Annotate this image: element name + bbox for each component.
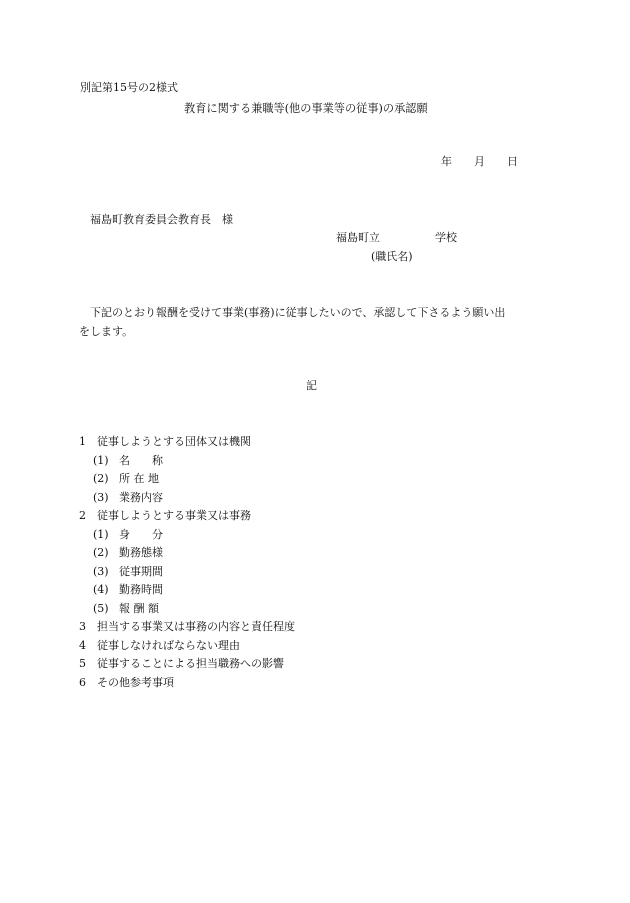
- form-number: 別記第15号の2様式: [80, 81, 178, 94]
- item-number: 6: [79, 676, 86, 689]
- item-text: 従事することによる担当職務への影響: [97, 657, 284, 670]
- sub-item-number: (1): [93, 528, 109, 541]
- position-name-label: (職氏名): [371, 250, 413, 263]
- sub-item-text: 所 在 地: [119, 472, 159, 485]
- sub-item-text: 報 酬 額: [119, 602, 159, 615]
- addressee: 福島町教育委員会教育長 様: [90, 213, 233, 226]
- item-number: 3: [79, 620, 86, 633]
- sub-item: [93, 566, 163, 577]
- sub-item: [93, 473, 159, 484]
- sub-item-number: (1): [93, 454, 109, 467]
- item-text: その他参考事項: [97, 676, 174, 689]
- sub-item-number: (5): [93, 602, 109, 615]
- ki-heading: 記: [306, 379, 317, 392]
- item-number: 5: [79, 657, 86, 670]
- document-title: 教育に関する兼職等(他の事業等の従事)の承認願: [184, 102, 428, 115]
- sub-item: [93, 603, 159, 614]
- item-text: 従事しようとする事業又は事務: [97, 509, 251, 522]
- sub-item-text: 身 分: [119, 528, 163, 541]
- sub-item-number: (4): [93, 583, 109, 596]
- sub-item: [93, 455, 163, 466]
- sub-item-number: (3): [93, 565, 109, 578]
- sub-item: [93, 584, 163, 595]
- list-item: [79, 436, 251, 447]
- item-number: 2: [79, 509, 86, 522]
- item-text: 従事しなければならない理由: [97, 639, 240, 652]
- sub-item-text: 名 称: [119, 454, 163, 467]
- body-text-line-1: 下記のとおり報酬を受けて事業(事務)に従事したいので、承認して下さるよう願い出: [90, 306, 506, 319]
- sub-item: [93, 547, 163, 558]
- sub-item-number: (2): [93, 472, 109, 485]
- item-number: 1: [79, 435, 86, 448]
- date-line: 年 月 日: [441, 155, 518, 168]
- list-item: [79, 658, 284, 669]
- sub-item: [93, 492, 163, 503]
- sub-item-text: 従事期間: [119, 565, 163, 578]
- list-item: [79, 677, 174, 688]
- sub-item-text: 業務内容: [119, 491, 163, 504]
- item-text: 担当する事業又は事務の内容と責任程度: [97, 620, 295, 633]
- sub-item-text: 勤務態様: [119, 546, 163, 559]
- item-number: 4: [79, 639, 86, 652]
- list-item: [79, 510, 251, 521]
- item-text: 従事しようとする団体又は機関: [97, 435, 251, 448]
- body-text-line-2: をします。: [79, 325, 134, 338]
- sub-item: [93, 529, 163, 540]
- sub-item-text: 勤務時間: [119, 583, 163, 596]
- list-item: [79, 621, 295, 632]
- sub-item-number: (2): [93, 546, 109, 559]
- school-name-line: 福島町立 学校: [336, 231, 457, 244]
- list-item: [79, 640, 240, 651]
- sub-item-number: (3): [93, 491, 109, 504]
